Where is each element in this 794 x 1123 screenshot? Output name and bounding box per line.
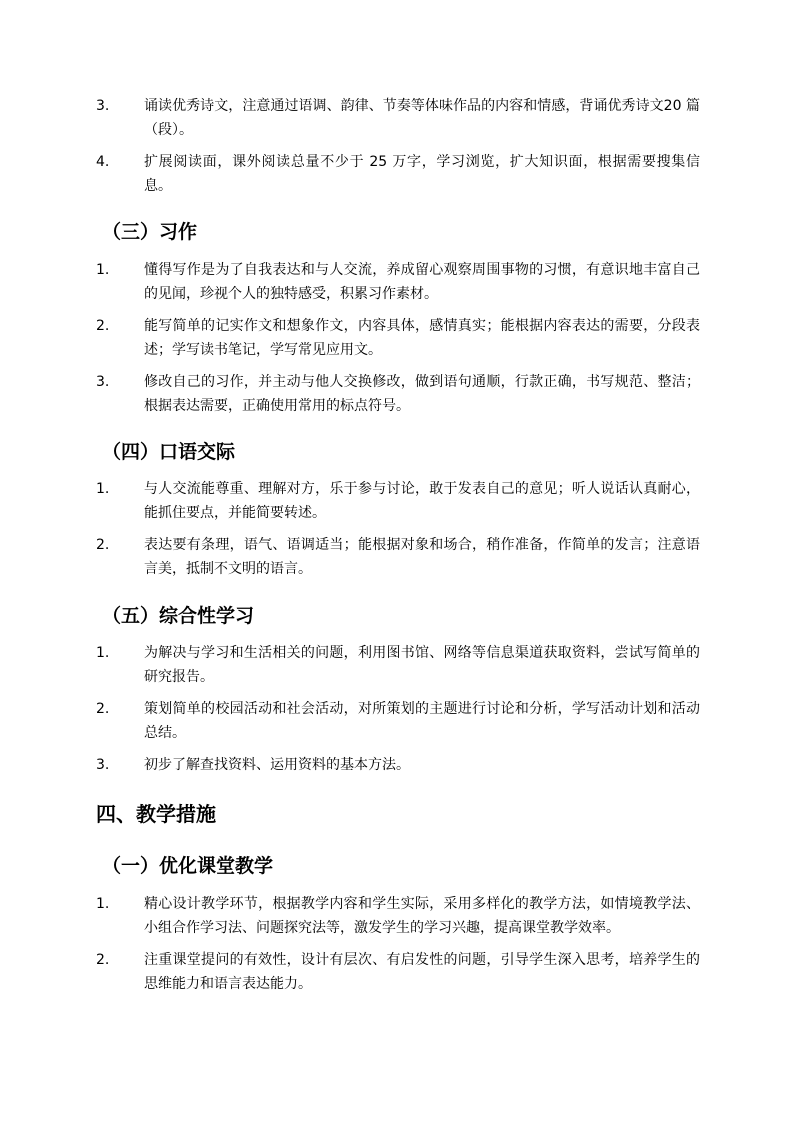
list-number: 1. [96, 896, 110, 912]
list-item [96, 94, 700, 142]
list-item [96, 150, 700, 198]
list-item [96, 697, 700, 745]
list-item [96, 258, 700, 306]
comprehensive-list [96, 641, 700, 785]
classroom-list [96, 892, 700, 1004]
list-number: 3. [96, 98, 110, 114]
list-text: 策划简单的校园活动和社会活动，对所策划的主题进行讨论和分析，学写活动计划和活动总结。 [144, 701, 700, 741]
list-number: 1. [96, 262, 110, 278]
list-number: 2. [96, 701, 110, 717]
list-item [96, 892, 700, 940]
list-text: 与人交流能尊重、理解对方，乐于参与讨论，敢于发表自己的意见；听人说话认真耐心，能抓住要点，并能简要转述。 [144, 481, 700, 521]
list-text: 能写简单的记实作文和想象作文，内容具体，感情真实；能根据内容表达的需要，分段表述；学写读书笔记，学写常见应用文。 [144, 318, 700, 358]
list-item [96, 753, 700, 777]
list-item [96, 370, 700, 418]
list-text: 精心设计教学环节，根据教学内容和学生实际，采用多样化的教学方法，如情境教学法、小组合作学习法、问题探究法等，激发学生的学习兴趣，提高课堂教学效率。 [144, 896, 700, 936]
list-item [96, 533, 700, 581]
list-item [96, 948, 700, 996]
oral-list [96, 477, 700, 589]
list-number: 2. [96, 537, 110, 553]
list-number: 3. [96, 374, 110, 390]
list-number: 1. [96, 645, 110, 661]
section-heading-classroom: （一）优化课堂教学 [102, 855, 274, 877]
section-oral [96, 439, 700, 465]
reading-list-continued [96, 94, 700, 206]
writing-list [96, 258, 700, 426]
list-text: 诵读优秀诗文，注意通过语调、韵律、节奏等体味作品的内容和情感，背诵优秀诗文20 篇（段）。 [144, 98, 700, 138]
list-text: 表达要有条理，语气、语调适当；能根据对象和场合，稍作准备，作简单的发言；注意语言美，抵制不文明的语言。 [144, 537, 700, 577]
list-item [96, 477, 700, 525]
section-classroom [96, 853, 700, 879]
list-text: 修改自己的习作，并主动与他人交换修改，做到语句通顺，行款正确，书写规范、整洁；根据表达需要，正确使用常用的标点符号。 [144, 374, 700, 414]
list-item [96, 641, 700, 689]
list-text: 懂得写作是为了自我表达和与人交流，养成留心观察周围事物的习惯，有意识地丰富自己的见闻，珍视个人的独特感受，积累习作素材。 [144, 262, 700, 302]
list-number: 4. [96, 154, 110, 170]
list-text: 为解决与学习和生活相关的问题，利用图书馆、网络等信息渠道获取资料，尝试写简单的研究报告。 [144, 645, 700, 685]
list-number: 2. [96, 952, 110, 968]
section-comprehensive [96, 603, 700, 629]
section-writing [96, 219, 700, 245]
section-heading-writing: （三）习作 [102, 221, 198, 243]
list-number: 3. [96, 757, 110, 773]
chapter-heading-measures: 四、教学措施 [96, 802, 216, 826]
list-text: 扩展阅读面，课外阅读总量不少于 25 万字，学习浏览，扩大知识面，根据需要搜集信息。 [144, 154, 700, 194]
list-text: 注重课堂提问的有效性，设计有层次、有启发性的问题，引导学生深入思考，培养学生的思维能力和语言表达能力。 [144, 952, 700, 992]
list-number: 1. [96, 481, 110, 497]
list-text: 初步了解查找资料、运用资料的基本方法。 [144, 757, 410, 773]
section-heading-comprehensive: （五）综合性学习 [102, 605, 255, 627]
chapter-measures [96, 800, 700, 828]
list-item [96, 314, 700, 362]
list-number: 2. [96, 318, 110, 334]
section-heading-oral: （四）口语交际 [102, 441, 236, 463]
